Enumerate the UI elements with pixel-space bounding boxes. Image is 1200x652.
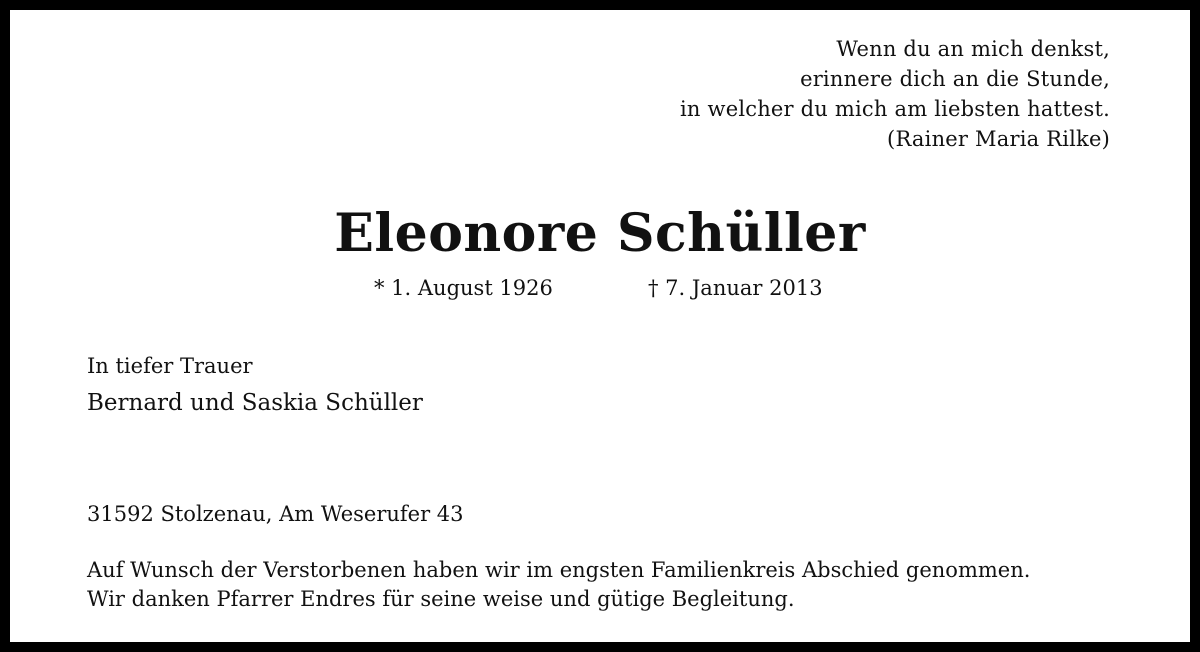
mourning-intro: In tiefer Trauer: [87, 354, 253, 378]
mourners-names: Bernard und Saskia Schüller: [87, 390, 423, 416]
quote-author: (Rainer Maria Rilke): [887, 127, 1110, 151]
closing-line: Wir danken Pfarrer Endres für seine weise und gütige Begleitung.: [87, 587, 795, 611]
death-date: † 7. Januar 2013: [648, 276, 823, 300]
closing-line: Auf Wunsch der Verstorbenen haben wir im engsten Familienkreis Abschied genommen.: [87, 558, 1031, 582]
quote-line: Wenn du an mich denkst,: [836, 37, 1110, 61]
deceased-name: Eleonore Schüller: [334, 203, 866, 264]
quote-line: in welcher du mich am liebsten hattest.: [680, 97, 1110, 121]
family-address: 31592 Stolzenau, Am Weserufer 43: [87, 502, 464, 526]
quote-line: erinnere dich an die Stunde,: [800, 67, 1110, 91]
rilke-quote: [680, 34, 1110, 154]
closing-text: [87, 556, 1030, 614]
birth-date: * 1. August 1926: [374, 276, 553, 300]
